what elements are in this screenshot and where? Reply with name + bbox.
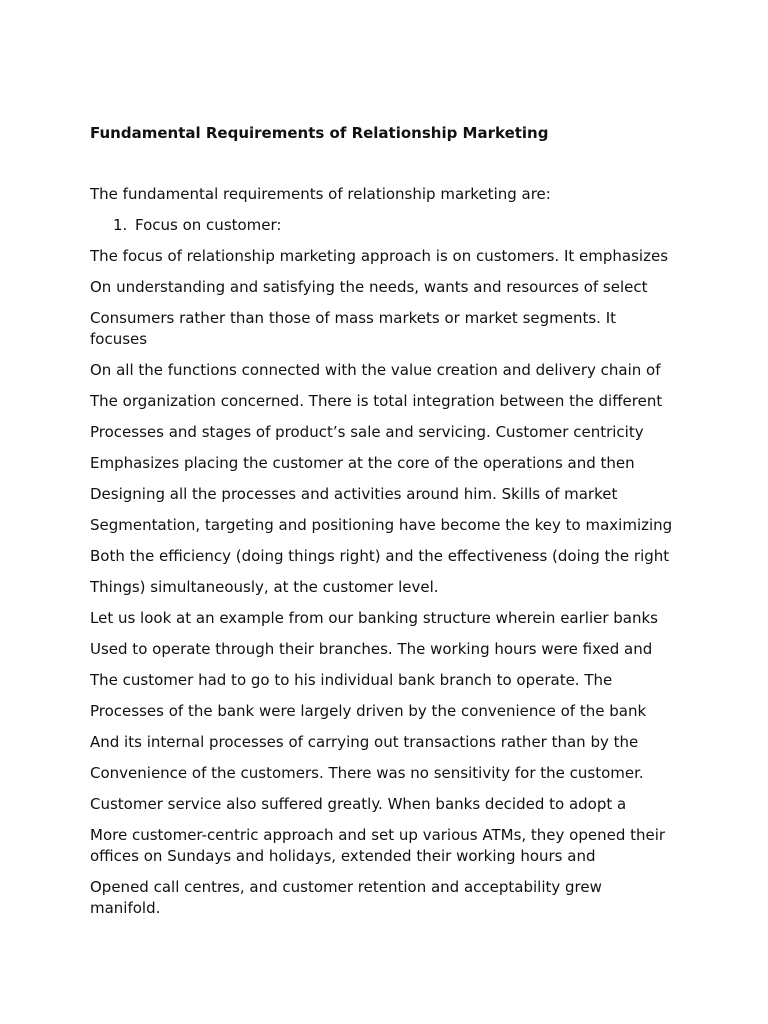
body-line: On all the functions connected with the value creation and delivery chain of — [90, 361, 661, 379]
body-line: And its internal processes of carrying out transactions rather than by the — [90, 733, 639, 751]
body-line: The organization concerned. There is total integration between the different — [90, 392, 663, 410]
body-line: Consumers rather than those of mass markets or market segments. It focuses — [90, 309, 617, 348]
body-line: Segmentation, targeting and positioning have become the key to maximizing — [90, 516, 673, 534]
list-item-number: 1. — [113, 216, 128, 234]
body-line: The customer had to go to his individual bank branch to operate. The — [90, 671, 613, 689]
intro-paragraph: The fundamental requirements of relationship marketing are: — [90, 185, 551, 203]
document-title: Fundamental Requirements of Relationship Marketing — [90, 124, 549, 142]
document-body — [90, 184, 690, 929]
body-line: More customer-centric approach and set up various ATMs, they opened their offices on Sundays and holidays, extended their working hours and — [90, 826, 666, 865]
numbered-list — [90, 215, 690, 236]
body-line: Processes of the bank were largely driven by the convenience of the bank — [90, 702, 647, 720]
body-line: Processes and stages of product’s sale and servicing. Customer centricity — [90, 423, 644, 441]
body-line: Things) simultaneously, at the customer level. — [90, 578, 439, 596]
list-item-text: Focus on customer: — [135, 216, 282, 234]
body-line: Let us look at an example from our banking structure wherein earlier banks — [90, 609, 659, 627]
body-line: Opened call centres, and customer retention and acceptability grew manifold. — [90, 878, 602, 917]
body-line: Customer service also suffered greatly. When banks decided to adopt a — [90, 795, 627, 813]
body-line: Used to operate through their branches. The working hours were fixed and — [90, 640, 653, 658]
body-line: On understanding and satisfying the needs, wants and resources of select — [90, 278, 648, 296]
body-line: Convenience of the customers. There was no sensitivity for the customer. — [90, 764, 644, 782]
body-line: Both the efficiency (doing things right) and the effectiveness (doing the right — [90, 547, 670, 565]
list-item — [90, 215, 690, 236]
body-line: The focus of relationship marketing approach is on customers. It emphasizes — [90, 247, 669, 265]
body-line: Designing all the processes and activities around him. Skills of market — [90, 485, 618, 503]
body-line: Emphasizes placing the customer at the core of the operations and then — [90, 454, 635, 472]
